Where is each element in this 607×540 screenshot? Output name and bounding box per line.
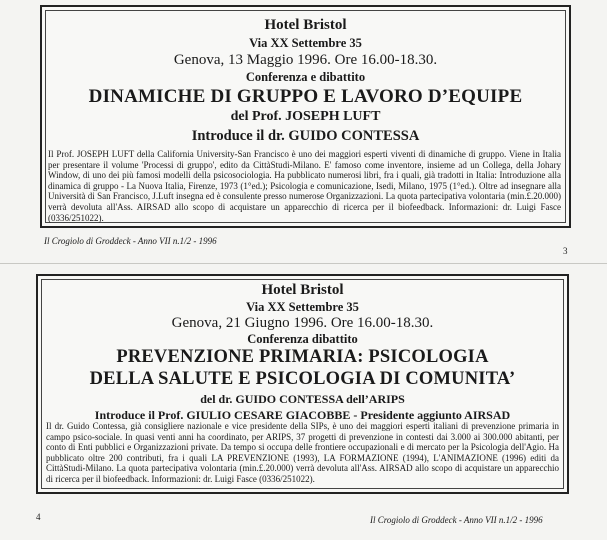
page-number-top: 3 [563,246,568,256]
top-title: DINAMICHE DI GRUPPO E LAVORO D’EQUIPE [88,86,523,107]
bottom-announcement-box [36,274,569,494]
page-divider [0,263,607,264]
top-paragraph: Il Prof. JOSEPH LUFT della California University-San Francisco è uno dei maggiori esperti viventi di dinamiche di gruppo. Viene in Italia per presentare il volume 'Processi di gruppo', edito da CittàStudi-Milano. E' famoso come inventore, insieme ad un Collega, della Johary Window, di uno dei più famosi modelli della psicosociologia. Ha pubblicato numerosi libri, fra i quali, già tradotti in Italia: Introduzione alla dinamica di gruppo - La Nuova Italia, Firenze, 1973 (1°ed.); Psicologia e comunicazione, Isedi, Milano, 1975 (1°ed.). Oltre ad insegnare alla Università di San Francisco, J.Luft insegna ed è consulente presso numerose Organizzazioni. La quota partecipativa volontaria (min.£.20.000) verrà devoluta all'Ass. AIRSAD allo scopo di acquistare un apparecchio di ricerca per il biofeedback. Informazioni: dr. Luigi Fasce (0336/251022). [48,149,561,223]
bottom-title-line1: PREVENZIONE PRIMARIA: PSICOLOGIA [116,347,489,367]
bottom-speaker: del dr. GUIDO CONTESSA dell’ARIPS [200,392,405,406]
bottom-introducer: Introduce il Prof. GIULIO CESARE GIACOBBE - Presidente aggiunto AIRSAD [94,408,511,422]
footer-top: Il Crogiolo di Groddeck - Anno VII n.1/2 - 1996 [44,236,217,246]
bottom-title-line2: DELLA SALUTE E PSICOLOGIA DI COMUNITA’ [89,369,516,389]
top-hotel-name: Hotel Bristol [264,17,347,33]
bottom-hotel-name: Hotel Bristol [261,282,344,298]
top-street: Via XX Settembre 35 [249,36,362,50]
bottom-paragraph: Il dr. Guido Contessa, già consigliere nazionale e vice presidente della SIPs, è uno dei maggiori esperti italiani di prevenzione primaria in campo psico-sociale. In quasi venti anni ha coordinato, per ARIPS, 37 progetti di prevenzione in contesti dai 3.000 ai 300.000 abitanti, per conto di Enti pubblici e Organizzazioni private. Da tempo si occupa delle frontiere occupazionali e di mercato per la Psicologia dell'Agio. Ha pubblicato oltre 200 contributi, fra i quali LA PREVENZIONE (1993), LA FORMAZIONE (1994), L'ANIMAZIONE (1996) editi da CittàStudi-Milano. La quota partecipativa volontaria (min.£.20.000) verrà devoluta all'Ass. AIRSAD allo scopo di acquistare un apparecchio di ricerca per il biofeedback. Informazioni: dr. Luigi Fasce (0336/251022). [46,421,559,484]
bottom-conference: Conferenza dibattito [247,332,358,346]
bottom-street: Via XX Settembre 35 [246,300,359,314]
bottom-date-line: Genova, 21 Giugno 1996. Ore 16.00-18.30. [171,315,434,331]
top-speaker: del Prof. JOSEPH LUFT [230,109,381,124]
top-announcement-box [40,5,571,228]
top-introducer: Introduce il dr. GUIDO CONTESSA [191,128,420,144]
page-number-bottom: 4 [36,512,41,522]
footer-bottom: Il Crogiolo di Groddeck - Anno VII n.1/2 - 1996 [370,515,543,525]
top-date-line: Genova, 13 Maggio 1996. Ore 16.00-18.30. [173,52,438,68]
top-conference: Conferenza e dibattito [245,70,366,84]
